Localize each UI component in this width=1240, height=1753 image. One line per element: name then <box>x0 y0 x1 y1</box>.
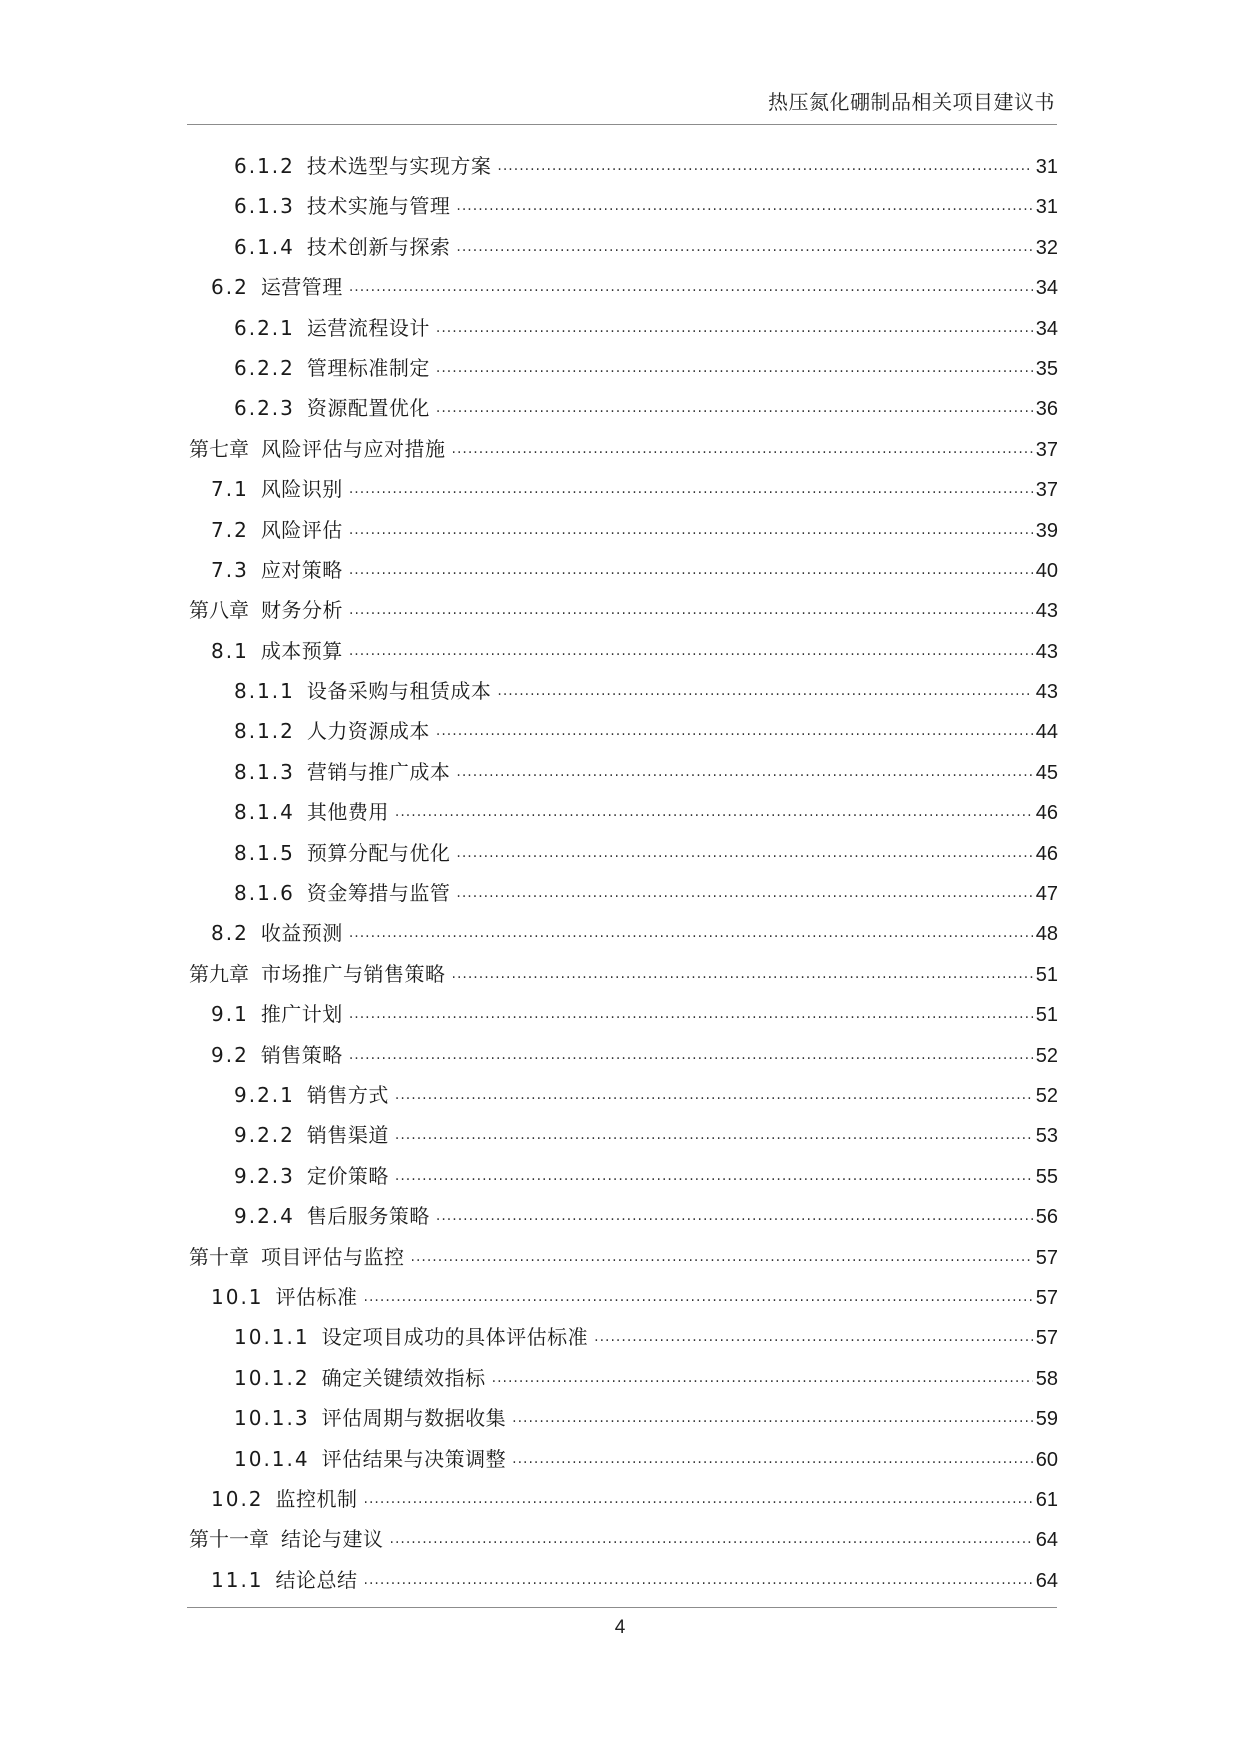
toc-entry-number: 10.1.3 <box>234 1406 310 1431</box>
toc-dot-leader <box>349 267 1033 307</box>
toc-entry[interactable] <box>187 1398 1058 1438</box>
toc-entry-title: 项目评估与监控 <box>261 1244 405 1269</box>
toc-entry-page: 53 <box>1035 1125 1058 1148</box>
toc-dot-leader <box>492 1358 1033 1398</box>
toc-entry-number: 6.2.2 <box>234 355 295 380</box>
toc-entry[interactable] <box>187 833 1058 873</box>
toc-dot-leader <box>456 833 1032 873</box>
toc-entry-page: 31 <box>1035 156 1058 178</box>
toc-entry-title: 营销与推广成本 <box>306 759 451 784</box>
toc-dot-leader <box>452 954 1033 994</box>
toc-entry-page: 55 <box>1035 1165 1058 1188</box>
toc-entry-title: 定价策略 <box>306 1163 389 1188</box>
page-header <box>187 84 1057 125</box>
toc-entry-number: 10.1.2 <box>234 1365 310 1390</box>
toc-entry[interactable] <box>187 1560 1058 1600</box>
toc-entry[interactable] <box>187 469 1058 509</box>
toc-entry-page: 34 <box>1035 277 1058 300</box>
toc-entry[interactable] <box>187 1317 1058 1357</box>
table-of-contents <box>187 146 1058 1600</box>
toc-entry-number: 11.1 <box>211 1567 264 1592</box>
toc-entry-title: 市场推广与销售策略 <box>261 961 446 986</box>
toc-entry[interactable] <box>187 1358 1058 1398</box>
toc-entry-number: 10.1 <box>211 1284 264 1309</box>
toc-entry-number: 8.1.3 <box>234 759 295 784</box>
toc-entry-page: 57 <box>1035 1246 1058 1269</box>
footer-divider <box>187 1607 1057 1608</box>
toc-dot-leader <box>436 711 1033 751</box>
toc-dot-leader <box>395 792 1033 832</box>
toc-entry-number: 8.2 <box>211 921 249 946</box>
toc-entry[interactable] <box>187 1075 1058 1115</box>
toc-entry-page: 46 <box>1035 842 1058 865</box>
toc-entry-title: 风险评估 <box>260 517 343 542</box>
toc-entry-page: 51 <box>1035 1004 1058 1027</box>
toc-entry[interactable] <box>187 146 1058 186</box>
toc-entry-title: 售后服务策略 <box>306 1204 430 1229</box>
toc-entry-title: 运营管理 <box>260 275 343 300</box>
toc-entry-page: 51 <box>1035 963 1058 986</box>
toc-entry-title: 监控机制 <box>275 1486 358 1511</box>
toc-dot-leader <box>452 429 1033 469</box>
toc-entry[interactable] <box>187 1439 1058 1479</box>
toc-entry-title: 风险评估与应对措施 <box>261 436 446 461</box>
toc-entry-number: 10.1.1 <box>234 1325 310 1350</box>
toc-dot-leader <box>512 1398 1033 1438</box>
toc-entry-title: 销售渠道 <box>306 1123 389 1148</box>
toc-entry[interactable] <box>187 429 1058 469</box>
toc-dot-leader <box>349 590 1033 630</box>
toc-entry-page: 43 <box>1035 681 1058 704</box>
toc-entry-title: 运营流程设计 <box>306 315 430 340</box>
toc-dot-leader <box>364 1277 1033 1317</box>
toc-dot-leader <box>456 873 1032 913</box>
toc-entry[interactable] <box>187 1277 1058 1317</box>
toc-entry-title: 应对策略 <box>260 557 343 582</box>
toc-entry-number: 8.1.5 <box>234 840 295 865</box>
toc-dot-leader <box>497 671 1032 711</box>
toc-entry-number: 第十一章 <box>189 1527 269 1552</box>
toc-dot-leader <box>395 1156 1033 1196</box>
toc-entry-title: 收益预测 <box>260 921 343 946</box>
toc-entry-page: 61 <box>1035 1488 1058 1511</box>
toc-entry-number: 7.1 <box>211 477 249 502</box>
toc-entry-page: 48 <box>1035 923 1058 946</box>
toc-entry-page: 57 <box>1035 1327 1058 1350</box>
toc-entry-title: 评估标准 <box>275 1284 358 1309</box>
toc-entry-title: 人力资源成本 <box>306 719 430 744</box>
toc-entry-number: 7.2 <box>211 517 249 542</box>
toc-dot-leader <box>349 550 1033 590</box>
toc-entry-page: 57 <box>1035 1286 1058 1309</box>
toc-entry[interactable] <box>187 631 1058 671</box>
toc-dot-leader <box>395 1115 1033 1155</box>
toc-entry-page: 46 <box>1035 802 1058 825</box>
toc-entry-title: 确定关键绩效指标 <box>321 1365 486 1390</box>
toc-dot-leader <box>390 1519 1033 1559</box>
toc-dot-leader <box>456 752 1032 792</box>
toc-entry-title: 技术实施与管理 <box>306 194 451 219</box>
toc-dot-leader <box>395 1075 1033 1115</box>
toc-dot-leader <box>436 1196 1033 1236</box>
toc-dot-leader <box>349 469 1033 509</box>
toc-entry-number: 6.1.3 <box>234 194 295 219</box>
toc-entry[interactable] <box>187 227 1058 267</box>
toc-entry-page: 40 <box>1035 559 1058 582</box>
toc-entry-page: 64 <box>1035 1569 1058 1592</box>
toc-entry-number: 8.1.4 <box>234 800 295 825</box>
toc-entry-number: 9.1 <box>211 1002 249 1027</box>
toc-entry-page: 37 <box>1035 438 1058 461</box>
toc-dot-leader <box>411 1237 1033 1277</box>
toc-dot-leader <box>349 510 1033 550</box>
toc-entry-number: 10.1.4 <box>234 1446 310 1471</box>
toc-entry-page: 36 <box>1035 398 1058 421</box>
toc-dot-leader <box>594 1317 1033 1357</box>
toc-dot-leader <box>364 1479 1033 1519</box>
toc-entry-number: 9.2 <box>211 1042 249 1067</box>
toc-entry-title: 成本预算 <box>260 638 343 663</box>
toc-entry-title: 评估结果与决策调整 <box>321 1446 507 1471</box>
toc-entry-title: 资金筹措与监管 <box>306 881 451 906</box>
toc-entry-page: 32 <box>1035 236 1058 259</box>
toc-entry[interactable] <box>187 792 1058 832</box>
toc-entry-number: 10.2 <box>211 1486 264 1511</box>
toc-entry-page: 44 <box>1035 721 1058 744</box>
toc-entry-number: 9.2.3 <box>234 1163 295 1188</box>
toc-entry-number: 8.1 <box>211 638 249 663</box>
toc-entry[interactable] <box>187 1156 1058 1196</box>
toc-entry-title: 其他费用 <box>306 800 389 825</box>
toc-dot-leader <box>349 913 1033 953</box>
toc-dot-leader <box>364 1560 1033 1600</box>
toc-dot-leader <box>456 186 1032 226</box>
toc-entry-page: 56 <box>1035 1206 1058 1229</box>
toc-entry-number: 8.1.1 <box>234 679 295 704</box>
toc-entry[interactable] <box>187 1479 1058 1519</box>
toc-entry[interactable] <box>187 1196 1058 1236</box>
toc-entry[interactable] <box>187 388 1058 428</box>
toc-entry-page: 39 <box>1035 519 1058 542</box>
toc-entry[interactable] <box>187 954 1058 994</box>
page-number: 4 <box>614 1617 626 1638</box>
toc-entry-number: 8.1.2 <box>234 719 295 744</box>
toc-entry-number: 7.3 <box>211 557 249 582</box>
toc-entry-number: 第八章 <box>189 598 249 623</box>
toc-entry[interactable] <box>187 348 1058 388</box>
toc-entry-page: 59 <box>1035 1408 1058 1431</box>
toc-entry-page: 64 <box>1035 1529 1058 1552</box>
toc-entry[interactable] <box>187 873 1058 913</box>
toc-entry-number: 8.1.6 <box>234 881 295 906</box>
toc-entry-number: 9.2.2 <box>234 1123 295 1148</box>
toc-entry-title: 推广计划 <box>260 1002 343 1027</box>
toc-dot-leader <box>436 308 1033 348</box>
toc-entry-page: 60 <box>1035 1448 1058 1471</box>
toc-entry-number: 第七章 <box>189 436 249 461</box>
toc-entry[interactable] <box>187 550 1058 590</box>
toc-entry-number: 6.2.3 <box>234 396 295 421</box>
toc-entry-number: 6.2.1 <box>234 315 295 340</box>
toc-dot-leader <box>349 631 1033 671</box>
toc-entry[interactable] <box>187 590 1058 630</box>
toc-entry-title: 预算分配与优化 <box>306 840 451 865</box>
toc-entry[interactable] <box>187 994 1058 1034</box>
toc-dot-leader <box>512 1439 1033 1479</box>
toc-dot-leader <box>436 348 1033 388</box>
toc-entry-title: 设备采购与租赁成本 <box>306 679 492 704</box>
toc-entry[interactable] <box>187 308 1058 348</box>
toc-entry[interactable] <box>187 1237 1058 1277</box>
toc-entry-number: 6.1.4 <box>234 234 295 259</box>
toc-dot-leader <box>456 227 1032 267</box>
toc-entry-title: 技术选型与实现方案 <box>306 154 492 178</box>
toc-entry-title: 设定项目成功的具体评估标准 <box>321 1325 589 1350</box>
toc-entry-title: 管理标准制定 <box>306 355 430 380</box>
toc-entry-page: 37 <box>1035 479 1058 502</box>
toc-entry-page: 43 <box>1035 600 1058 623</box>
toc-entry-page: 52 <box>1035 1084 1058 1107</box>
toc-entry-title: 风险识别 <box>260 477 343 502</box>
toc-entry-number: 6.2 <box>211 275 249 300</box>
toc-entry-page: 34 <box>1035 317 1058 340</box>
toc-entry-title: 资源配置优化 <box>306 396 430 421</box>
toc-dot-leader <box>436 388 1033 428</box>
toc-entry[interactable] <box>187 267 1058 307</box>
toc-entry[interactable] <box>187 671 1058 711</box>
toc-entry-title: 结论总结 <box>275 1567 358 1592</box>
toc-entry[interactable] <box>187 1115 1058 1155</box>
toc-entry-page: 58 <box>1035 1367 1058 1390</box>
toc-entry-title: 销售方式 <box>306 1082 389 1107</box>
toc-entry-number: 9.2.1 <box>234 1082 295 1107</box>
toc-entry-page: 35 <box>1035 357 1058 380</box>
toc-entry-title: 技术创新与探索 <box>306 234 451 259</box>
toc-entry[interactable] <box>187 1519 1058 1559</box>
toc-entry-title: 财务分析 <box>261 598 343 623</box>
toc-entry[interactable] <box>187 1035 1058 1075</box>
toc-entry[interactable] <box>187 711 1058 751</box>
toc-entry-page: 52 <box>1035 1044 1058 1067</box>
toc-dot-leader <box>497 146 1032 186</box>
toc-entry-title: 销售策略 <box>260 1042 343 1067</box>
toc-entry[interactable] <box>187 510 1058 550</box>
toc-entry-number: 9.2.4 <box>234 1204 295 1229</box>
toc-entry-page: 45 <box>1035 761 1058 784</box>
toc-entry-title: 评估周期与数据收集 <box>321 1406 507 1431</box>
toc-entry-title: 结论与建议 <box>281 1527 384 1552</box>
toc-entry[interactable] <box>187 913 1058 953</box>
toc-entry[interactable] <box>187 186 1058 226</box>
toc-entry[interactable] <box>187 752 1058 792</box>
toc-dot-leader <box>349 1035 1033 1075</box>
toc-entry-page: 43 <box>1035 640 1058 663</box>
toc-entry-page: 31 <box>1035 196 1058 219</box>
toc-entry-number: 第十章 <box>189 1244 249 1269</box>
toc-entry-page: 47 <box>1035 883 1058 906</box>
toc-entry-number: 6.1.2 <box>234 154 295 178</box>
toc-entry-number: 第九章 <box>189 961 249 986</box>
toc-dot-leader <box>349 994 1033 1034</box>
document-title: 热压氮化硼制品相关项目建议书 <box>768 90 1055 114</box>
